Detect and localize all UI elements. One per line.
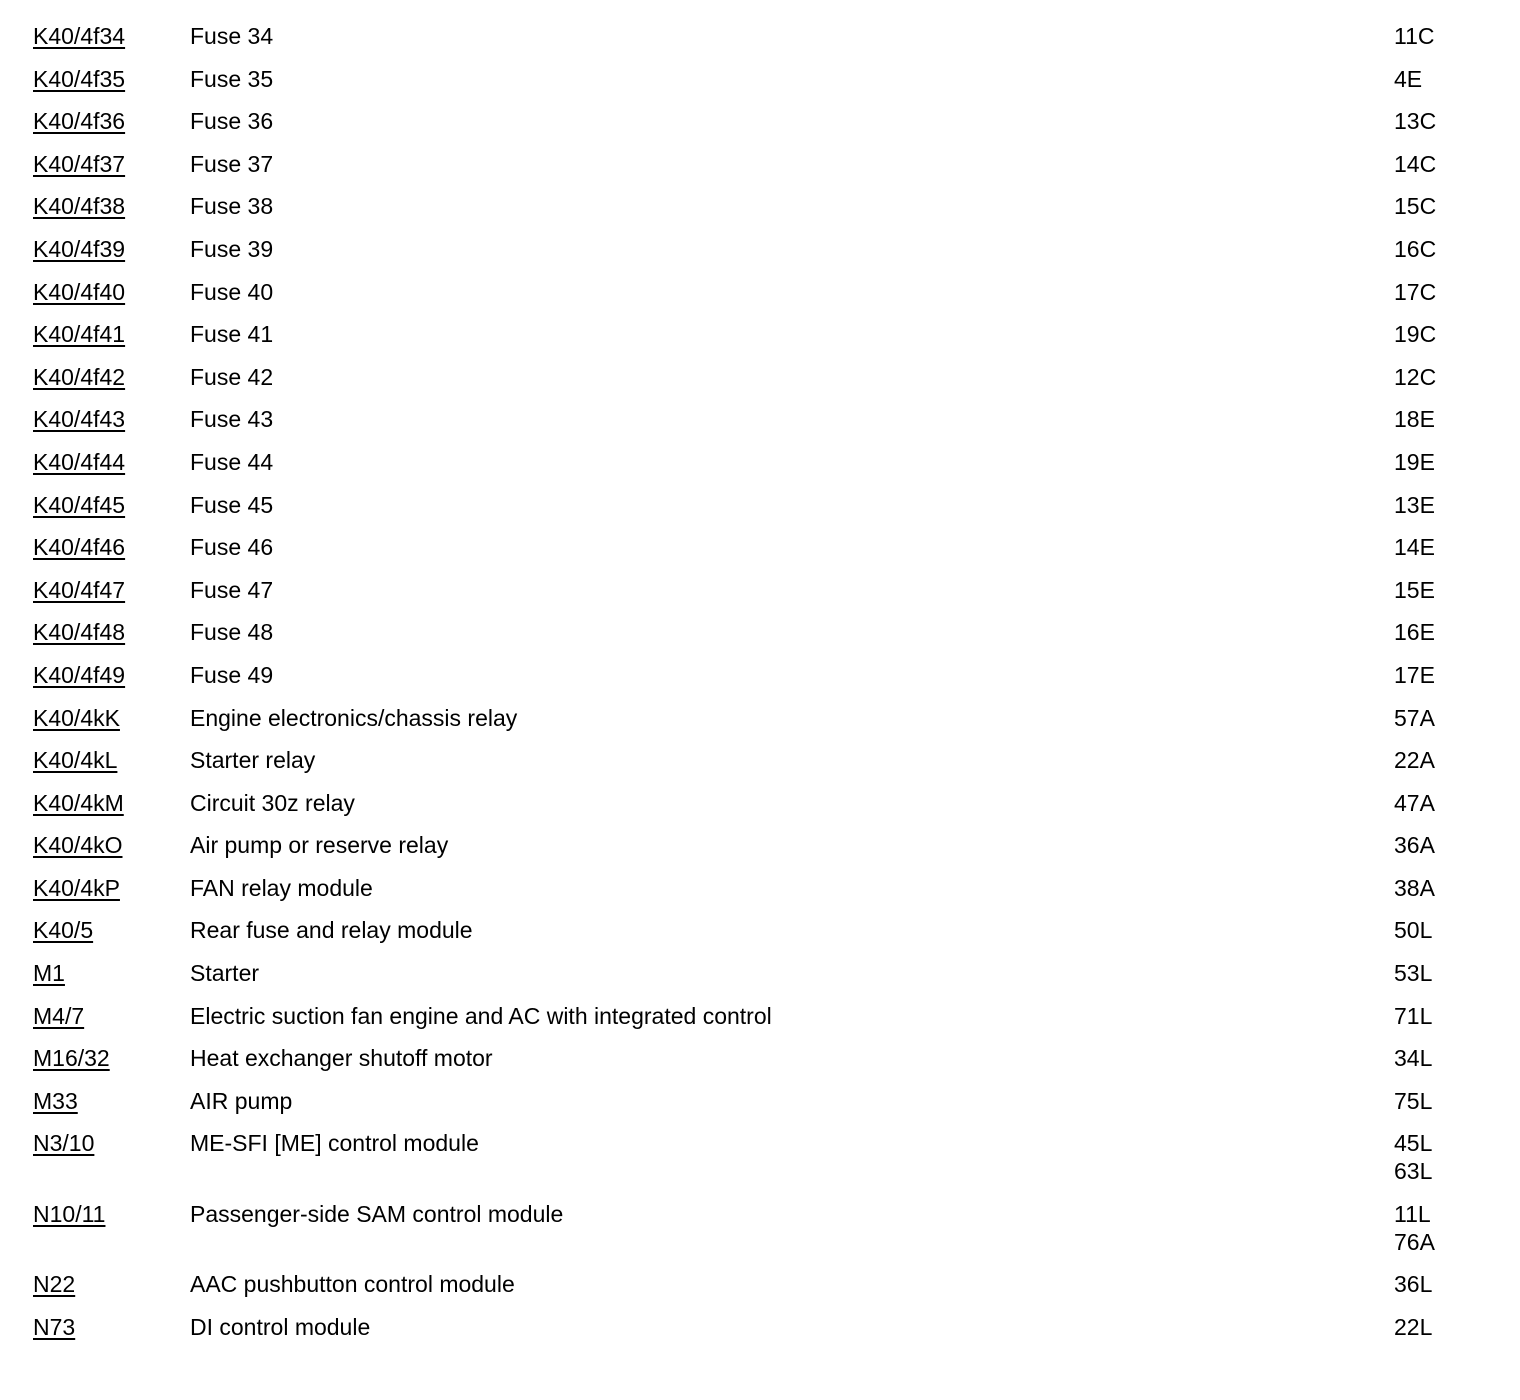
component-description: Heat exchanger shutoff motor [190,1045,493,1072]
component-description: Fuse 37 [190,150,274,177]
component-code-link[interactable]: M16/32 [33,1045,110,1072]
table-row [33,1196,1493,1267]
table-row [33,1040,1493,1083]
component-code-link[interactable]: N73 [33,1314,76,1341]
table-row [33,742,1493,785]
component-description: Air pump or reserve relay [190,832,449,859]
grid-location-value: 36A [1394,832,1435,859]
grid-location [1394,1270,1432,1298]
grid-location-value: 14E [1394,534,1435,561]
grid-location-value: 15E [1394,576,1435,603]
component-code-link[interactable]: N3/10 [33,1130,95,1157]
component-description: Fuse 47 [190,576,274,603]
table-row [33,955,1493,998]
component-description: Passenger-side SAM control module [190,1200,564,1227]
grid-location [1394,65,1422,93]
grid-location-value: 63L [1394,1158,1433,1185]
component-description: FAN relay module [190,874,373,901]
grid-location-value: 22L [1394,1314,1433,1341]
component-code-link[interactable]: K40/4f40 [33,278,126,305]
grid-location [1394,22,1435,50]
grid-location-value: 13C [1394,108,1437,135]
grid-location [1394,448,1435,476]
component-list [33,18,1493,1352]
grid-location-value: 13E [1394,491,1435,518]
table-row [33,827,1493,870]
table-row [33,18,1493,61]
component-description: Fuse 38 [190,193,274,220]
component-code-link[interactable]: K40/4f38 [33,193,126,220]
component-code-link[interactable]: K40/4f42 [33,363,126,390]
grid-location [1394,1002,1432,1030]
grid-location-value: 71L [1394,1002,1433,1029]
grid-location [1394,405,1435,433]
grid-location [1394,278,1436,306]
grid-location-value: 57A [1394,704,1435,731]
table-row [33,61,1493,104]
grid-location [1394,1129,1432,1185]
component-description: Fuse 45 [190,491,274,518]
grid-location [1394,491,1435,519]
table-row [33,572,1493,615]
table-row [33,785,1493,828]
component-description: Fuse 41 [190,321,274,348]
table-row [33,401,1493,444]
component-code-link[interactable]: K40/4f43 [33,406,126,433]
component-code-link[interactable]: K40/4f44 [33,448,126,475]
component-description: AAC pushbutton control module [190,1271,515,1298]
component-description: Fuse 48 [190,619,274,646]
component-description: Fuse 42 [190,363,274,390]
component-description: Rear fuse and relay module [190,917,473,944]
component-code-link[interactable]: K40/4f48 [33,619,126,646]
grid-location-value: 12C [1394,363,1437,390]
grid-location-value: 18E [1394,406,1435,433]
grid-location-value: 15C [1394,193,1437,220]
grid-location [1394,192,1436,220]
grid-location-value: 38A [1394,874,1435,901]
grid-location [1394,320,1436,348]
component-description: Fuse 40 [190,278,274,305]
component-code-link[interactable]: K40/4f45 [33,491,126,518]
component-code-link[interactable]: K40/4kO [33,832,123,859]
component-code-link[interactable]: K40/4f49 [33,661,126,688]
component-code-link[interactable]: N10/11 [33,1200,106,1227]
component-code-link[interactable]: K40/4f47 [33,576,126,603]
table-row [33,657,1493,700]
component-description: Fuse 49 [190,661,274,688]
component-code-link[interactable]: K40/4kL [33,747,118,774]
table-row [33,870,1493,913]
table-row [33,146,1493,189]
grid-location [1394,959,1432,987]
table-row [33,444,1493,487]
component-code-link[interactable]: K40/4kK [33,704,120,731]
component-description: Fuse 35 [190,65,274,92]
table-row [33,998,1493,1041]
component-description: ME-SFI [ME] control module [190,1130,479,1157]
component-description: Fuse 46 [190,534,274,561]
component-description: Fuse 39 [190,235,274,262]
grid-location [1394,235,1436,263]
table-row [33,1083,1493,1126]
table-row [33,188,1493,231]
component-description: Circuit 30z relay [190,789,355,816]
grid-location-value: 22A [1394,747,1435,774]
grid-location [1394,661,1435,689]
grid-location-value: 45L [1394,1130,1433,1157]
component-code-link[interactable]: K40/4f39 [33,235,126,262]
component-description: AIR pump [190,1087,293,1114]
grid-location [1394,874,1435,902]
grid-location [1394,363,1436,391]
component-code-link[interactable]: K40/5 [33,917,94,944]
component-code-link[interactable]: K40/4f35 [33,65,126,92]
grid-location-value: 11L [1394,1200,1431,1227]
grid-location-value: 4E [1394,65,1423,92]
component-description: Fuse 44 [190,448,274,475]
component-code-link[interactable]: K40/4kM [33,789,124,816]
table-row [33,103,1493,146]
component-code-link[interactable]: K40/4kP [33,874,120,901]
component-code-link[interactable]: K40/4f34 [33,23,126,49]
grid-location [1394,1313,1432,1341]
grid-location-value: 19C [1394,321,1437,348]
table-row [33,1309,1493,1352]
table-row [33,359,1493,402]
table-row [33,1125,1493,1196]
grid-location [1394,746,1435,774]
grid-location [1394,1087,1432,1115]
component-description: Electric suction fan engine and AC with integrated control [190,1002,772,1029]
grid-location-value: 50L [1394,917,1433,944]
table-row [33,614,1493,657]
grid-location-value: 19E [1394,448,1435,475]
grid-location-value: 17C [1394,278,1437,305]
component-description: DI control module [190,1314,371,1341]
grid-location [1394,831,1435,859]
table-row [33,700,1493,743]
table-row [33,316,1493,359]
grid-location [1394,150,1436,178]
component-code-link[interactable]: K40/4f46 [33,534,126,561]
grid-location-value: 76A [1394,1228,1435,1255]
grid-location [1394,704,1435,732]
grid-location [1394,533,1435,561]
grid-location-value: 16C [1394,235,1437,262]
component-description: Fuse 34 [190,23,274,49]
grid-location [1394,107,1436,135]
grid-location-value: 11C [1394,23,1435,49]
component-description: Starter [190,960,260,987]
component-code-link[interactable]: M33 [33,1087,78,1114]
component-description: Fuse 36 [190,108,274,135]
grid-location [1394,916,1432,944]
component-code-link[interactable]: M1 [33,960,65,987]
table-row [33,231,1493,274]
component-description: Fuse 43 [190,406,274,433]
table-row [33,274,1493,317]
component-code-link[interactable]: K40/4f41 [33,321,126,348]
grid-location [1394,789,1435,817]
component-code-link[interactable]: K40/4f37 [33,150,126,177]
grid-location-value: 14C [1394,150,1437,177]
table-row [33,912,1493,955]
grid-location [1394,1200,1435,1256]
component-code-link[interactable]: M4/7 [33,1002,85,1029]
grid-location [1394,618,1435,646]
component-code-link[interactable]: N22 [33,1271,76,1298]
grid-location-value: 36L [1394,1271,1433,1298]
grid-location-value: 34L [1394,1045,1433,1072]
component-description: Starter relay [190,747,316,774]
grid-location-value: 47A [1394,789,1435,816]
grid-location [1394,1044,1432,1072]
component-description: Engine electronics/chassis relay [190,704,518,731]
grid-location-value: 16E [1394,619,1435,646]
table-row [33,487,1493,530]
grid-location [1394,576,1435,604]
grid-location-value: 75L [1394,1087,1433,1114]
table-row [33,1266,1493,1309]
grid-location-value: 53L [1394,960,1433,987]
component-code-link[interactable]: K40/4f36 [33,108,126,135]
grid-location-value: 17E [1394,661,1435,688]
table-row [33,529,1493,572]
